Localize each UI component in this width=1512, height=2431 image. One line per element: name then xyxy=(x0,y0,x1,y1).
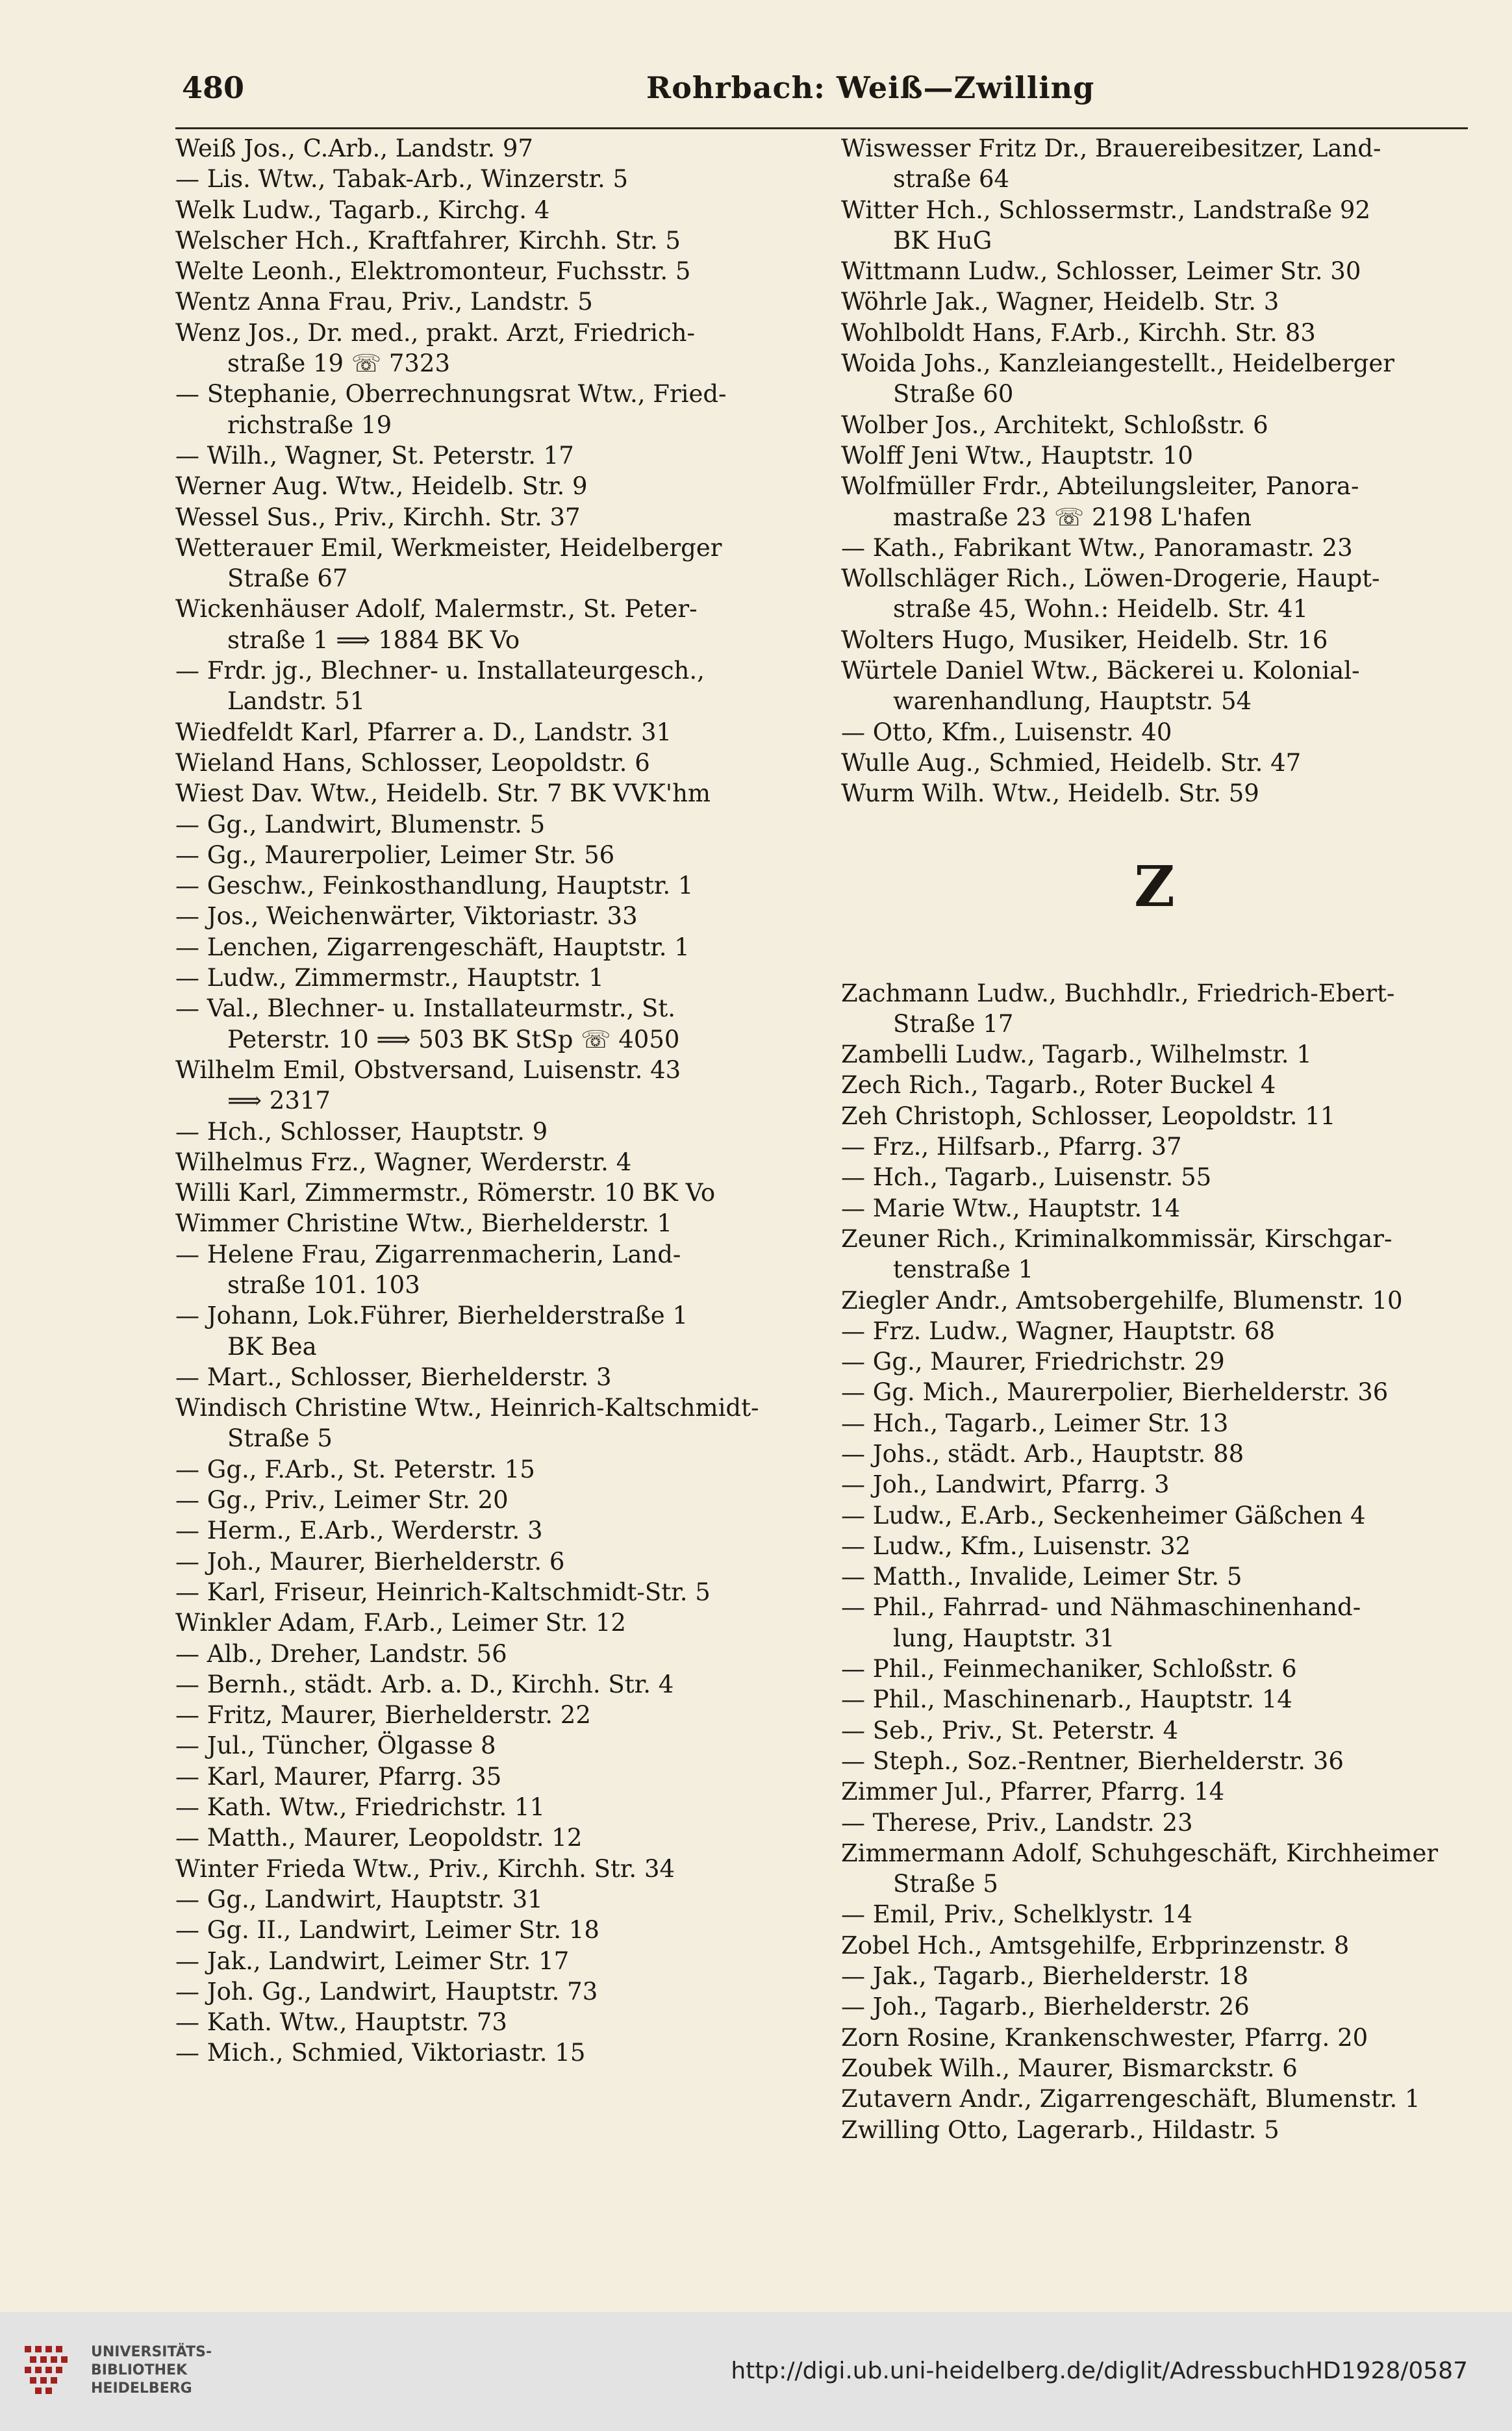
directory-entry: — Gg., Maurerpolier, Leimer Str. 56 xyxy=(175,840,615,869)
directory-entry: — Mart., Schlosser, Bierhelderstr. 3 xyxy=(175,1363,612,1391)
directory-entry-continuation: straße 64 xyxy=(893,165,1010,194)
directory-entry: Winkler Adam, F.Arb., Leimer Str. 12 xyxy=(175,1609,626,1637)
directory-entry: — Steph., Soz.-Rentner, Bierhelderstr. 36 xyxy=(841,1746,1344,1775)
directory-entry: — Gg., F.Arb., St. Peterstr. 15 xyxy=(175,1455,535,1483)
directory-entry-continuation: warenhandlung, Hauptstr. 54 xyxy=(893,687,1252,716)
section-letter: Z xyxy=(1134,853,1175,920)
directory-entry: — Mich., Schmied, Viktoriastr. 15 xyxy=(175,2039,586,2067)
directory-entry: Wieland Hans, Schlosser, Leopoldstr. 6 xyxy=(175,748,650,777)
directory-entry-continuation: richstraße 19 xyxy=(227,410,392,439)
directory-entry-continuation: Straße 60 xyxy=(893,380,1014,409)
directory-entry: Wöhrle Jak., Wagner, Heidelb. Str. 3 xyxy=(841,288,1279,316)
directory-entry: Wilhelmus Frz., Wagner, Werderstr. 4 xyxy=(175,1148,632,1176)
directory-entry: — Hch., Tagarb., Luisenstr. 55 xyxy=(841,1163,1212,1192)
directory-entry: — Jul., Tüncher, Ölgasse 8 xyxy=(175,1732,496,1760)
directory-entry-continuation: Straße 67 xyxy=(227,564,348,593)
library-name-line: HEIDELBERG xyxy=(91,2380,192,2397)
directory-entry: Wittmann Ludw., Schlosser, Leimer Str. 30 xyxy=(841,257,1361,286)
directory-entry-continuation: tenstraße 1 xyxy=(893,1255,1034,1284)
directory-entry: Wentz Anna Frau, Priv., Landstr. 5 xyxy=(175,288,593,316)
directory-entry: Zutavern Andr., Zigarrengeschäft, Blumenstr. 1 xyxy=(841,2085,1420,2113)
directory-entry: Welk Ludw., Tagarb., Kirchg. 4 xyxy=(175,195,550,224)
directory-entry: — Fritz, Maurer, Bierhelderstr. 22 xyxy=(175,1701,591,1730)
page-number: 480 xyxy=(182,70,245,105)
directory-entry: Zwilling Otto, Lagerarb., Hildastr. 5 xyxy=(841,2115,1279,2144)
left-column xyxy=(175,133,799,2069)
directory-entry: — Ludw., Zimmermstr., Hauptstr. 1 xyxy=(175,964,604,992)
directory-entry: — Hch., Tagarb., Leimer Str. 13 xyxy=(841,1409,1229,1437)
directory-entry: — Gg., Priv., Leimer Str. 20 xyxy=(175,1486,509,1515)
directory-entry: — Bernh., städt. Arb. a. D., Kirchh. Str. 4 xyxy=(175,1670,674,1698)
directory-entry: Zeh Christoph, Schlosser, Leopoldstr. 11 xyxy=(841,1102,1336,1130)
directory-entry: — Karl, Maurer, Pfarrg. 35 xyxy=(175,1762,502,1791)
directory-entry: Zeuner Rich., Kriminalkommissär, Kirschgar- xyxy=(841,1224,1392,1253)
directory-entry: Wessel Sus., Priv., Kirchh. Str. 37 xyxy=(175,503,581,531)
directory-entry: Wimmer Christine Wtw., Bierhelderstr. 1 xyxy=(175,1209,673,1238)
directory-entry: Wilhelm Emil, Obstversand, Luisenstr. 43 xyxy=(175,1055,681,1084)
directory-entry: — Gg., Maurer, Friedrichstr. 29 xyxy=(841,1348,1225,1376)
directory-entry-continuation: Straße 5 xyxy=(893,1870,998,1898)
directory-entry: Witter Hch., Schlossermstr., Landstraße 92 xyxy=(841,195,1371,224)
directory-entry: Windisch Christine Wtw., Heinrich-Kaltschmidt- xyxy=(175,1394,759,1422)
directory-entry: — Phil., Feinmechaniker, Schloßstr. 6 xyxy=(841,1655,1297,1683)
directory-entry-continuation: straße 1 ⟹ 1884 BK Vo xyxy=(227,625,520,654)
directory-entry-continuation: ⟹ 2317 xyxy=(227,1087,331,1115)
directory-entry: — Marie Wtw., Hauptstr. 14 xyxy=(841,1194,1181,1222)
directory-entry: — Helene Frau, Zigarrenmacherin, Land- xyxy=(175,1240,681,1268)
directory-entry: Weiß Jos., C.Arb., Landstr. 97 xyxy=(175,134,533,162)
directory-entry: — Ludw., E.Arb., Seckenheimer Gäßchen 4 xyxy=(841,1501,1366,1530)
directory-entry: Zorn Rosine, Krankenschwester, Pfarrg. 20 xyxy=(841,2023,1368,2052)
directory-entry: — Karl, Friseur, Heinrich-Kaltschmidt-Str. 5 xyxy=(175,1578,711,1606)
directory-entry: Wiswesser Fritz Dr., Brauereibesitzer, Land- xyxy=(841,134,1381,162)
right-column xyxy=(841,133,1468,2145)
source-url[interactable]: http://digi.ub.uni-heidelberg.de/diglit/AdressbuchHD1928/0587 xyxy=(731,2358,1468,2384)
directory-entry: Welte Leonh., Elektromonteur, Fuchsstr. 5 xyxy=(175,257,691,286)
footer-bar xyxy=(0,2312,1512,2431)
directory-entry-continuation: mastraße 23 ☏ 2198 L'hafen xyxy=(893,503,1252,531)
directory-entry: — Matth., Invalide, Leimer Str. 5 xyxy=(841,1563,1242,1591)
directory-entry: Zambelli Ludw., Tagarb., Wilhelmstr. 1 xyxy=(841,1040,1312,1069)
directory-entry-continuation: Landstr. 51 xyxy=(227,687,366,716)
university-library-logo-icon xyxy=(21,2341,79,2399)
directory-entry: Wickenhäuser Adolf, Malermstr., St. Peter- xyxy=(175,595,698,623)
directory-entry: Würtele Daniel Wtw., Bäckerei u. Kolonial- xyxy=(841,657,1360,685)
directory-entry: Willi Karl, Zimmermstr., Römerstr. 10 BK Vo xyxy=(175,1179,716,1207)
directory-entry: — Gg., Landwirt, Blumenstr. 5 xyxy=(175,810,546,838)
directory-entry: Wurm Wilh. Wtw., Heidelb. Str. 59 xyxy=(841,779,1259,808)
directory-entry: — Geschw., Feinkosthandlung, Hauptstr. 1 xyxy=(175,872,694,900)
directory-entry-continuation: lung, Hauptstr. 31 xyxy=(893,1624,1115,1652)
directory-entry: — Jos., Weichenwärter, Viktoriastr. 33 xyxy=(175,902,638,931)
directory-entry: — Joh., Tagarb., Bierhelderstr. 26 xyxy=(841,1993,1250,2021)
directory-entry: Zoubek Wilh., Maurer, Bismarckstr. 6 xyxy=(841,2054,1298,2082)
directory-entry: — Lenchen, Zigarrengeschäft, Hauptstr. 1 xyxy=(175,933,690,961)
directory-entry: — Jak., Tagarb., Bierhelderstr. 18 xyxy=(841,1962,1249,1991)
directory-entry: — Kath. Wtw., Hauptstr. 73 xyxy=(175,2008,507,2037)
header-rule xyxy=(175,127,1468,129)
directory-entry: — Phil., Fahrrad- und Nähmaschinenhand- xyxy=(841,1593,1361,1622)
directory-entry: Ziegler Andr., Amtsobergehilfe, Blumenstr. 10 xyxy=(841,1286,1403,1315)
directory-entry: Wiest Dav. Wtw., Heidelb. Str. 7 BK VVK'hm xyxy=(175,779,711,808)
directory-entry: — Johann, Lok.Führer, Bierhelderstraße 1 xyxy=(175,1302,688,1330)
directory-entry: — Kath. Wtw., Friedrichstr. 11 xyxy=(175,1793,546,1822)
directory-entry: — Otto, Kfm., Luisenstr. 40 xyxy=(841,718,1172,746)
directory-entry-continuation: straße 45, Wohn.: Heidelb. Str. 41 xyxy=(893,595,1309,623)
directory-entry: Wohlboldt Hans, F.Arb., Kirchh. Str. 83 xyxy=(841,318,1316,347)
directory-entry: — Hch., Schlosser, Hauptstr. 9 xyxy=(175,1117,548,1146)
directory-entry: Zachmann Ludw., Buchhdlr., Friedrich-Ebert- xyxy=(841,979,1395,1007)
directory-entry: — Lis. Wtw., Tabak-Arb., Winzerstr. 5 xyxy=(175,165,629,194)
directory-entry-continuation: straße 101. 103 xyxy=(227,1270,420,1299)
directory-entry: Wolters Hugo, Musiker, Heidelb. Str. 16 xyxy=(841,625,1328,654)
directory-entry-continuation: Peterstr. 10 ⟹ 503 BK StSp ☏ 4050 xyxy=(227,1025,680,1053)
right-column-z-entries xyxy=(841,978,1468,2145)
directory-entry: Welscher Hch., Kraftfahrer, Kirchh. Str. 5 xyxy=(175,226,681,255)
page-header xyxy=(0,70,1512,122)
directory-entry: Wollschläger Rich., Löwen-Drogerie, Haupt- xyxy=(841,564,1380,593)
directory-entry: Zech Rich., Tagarb., Roter Buckel 4 xyxy=(841,1071,1276,1100)
directory-entry-continuation: BK Bea xyxy=(227,1332,317,1361)
directory-entry: — Gg. II., Landwirt, Leimer Str. 18 xyxy=(175,1916,599,1945)
directory-entry: — Joh., Landwirt, Pfarrg. 3 xyxy=(841,1470,1170,1499)
directory-entry: — Alb., Dreher, Landstr. 56 xyxy=(175,1639,507,1668)
directory-entry: — Frz., Hilfsarb., Pfarrg. 37 xyxy=(841,1133,1182,1161)
directory-entry: Wolber Jos., Architekt, Schloßstr. 6 xyxy=(841,410,1268,439)
directory-entry: — Therese, Priv., Landstr. 23 xyxy=(841,1808,1193,1837)
directory-entry: — Val., Blechner- u. Installateurmstr., St. xyxy=(175,994,675,1023)
directory-entry: — Kath., Fabrikant Wtw., Panoramastr. 23 xyxy=(841,533,1353,562)
directory-entry: Werner Aug. Wtw., Heidelb. Str. 9 xyxy=(175,472,588,501)
directory-entry: — Gg., Landwirt, Hauptstr. 31 xyxy=(175,1885,543,1913)
directory-entry: — Gg. Mich., Maurerpolier, Bierhelderstr. 36 xyxy=(841,1378,1389,1407)
directory-entry: — Emil, Priv., Schelklystr. 14 xyxy=(841,1900,1193,1929)
directory-entry: — Johs., städt. Arb., Hauptstr. 88 xyxy=(841,1439,1244,1468)
directory-entry: — Stephanie, Oberrechnungsrat Wtw., Fried- xyxy=(175,380,727,409)
directory-entry: — Frz. Ludw., Wagner, Hauptstr. 68 xyxy=(841,1316,1276,1345)
directory-entry: Wolfmüller Frdr., Abteilungsleiter, Panora- xyxy=(841,472,1359,501)
directory-entry-continuation: Straße 17 xyxy=(893,1009,1014,1038)
directory-entry-continuation: Straße 5 xyxy=(227,1424,333,1453)
directory-entry: Winter Frieda Wtw., Priv., Kirchh. Str. 34 xyxy=(175,1854,675,1883)
directory-entry: — Phil., Maschinenarb., Hauptstr. 14 xyxy=(841,1685,1292,1714)
directory-entry: Woida Johs., Kanzleiangestellt., Heidelberger xyxy=(841,349,1394,378)
directory-entry: — Frdr. jg., Blechner- u. Installateurgesch., xyxy=(175,657,705,685)
library-name-line: UNIVERSITÄTS- xyxy=(91,2344,212,2360)
directory-entry: — Ludw., Kfm., Luisenstr. 32 xyxy=(841,1531,1191,1560)
directory-entry: Zimmer Jul., Pfarrer, Pfarrg. 14 xyxy=(841,1778,1225,1806)
directory-entry: — Joh. Gg., Landwirt, Hauptstr. 73 xyxy=(175,1977,598,2006)
directory-entry: — Wilh., Wagner, St. Peterstr. 17 xyxy=(175,441,574,470)
directory-entry: — Joh., Maurer, Bierhelderstr. 6 xyxy=(175,1547,565,1576)
directory-entry: — Matth., Maurer, Leopoldstr. 12 xyxy=(175,1824,583,1852)
directory-entry: Wulle Aug., Schmied, Heidelb. Str. 47 xyxy=(841,748,1302,777)
directory-entry: Wetterauer Emil, Werkmeister, Heidelberger xyxy=(175,533,722,562)
directory-entry-continuation: BK HuG xyxy=(893,226,992,255)
directory-entry: Zimmermann Adolf, Schuhgeschäft, Kirchheimer xyxy=(841,1839,1439,1867)
directory-entry-continuation: straße 19 ☏ 7323 xyxy=(227,349,451,378)
directory-entry: — Seb., Priv., St. Peterstr. 4 xyxy=(841,1716,1179,1745)
library-name-line: BIBLIOTHEK xyxy=(91,2362,188,2378)
running-title: Rohrbach: Weiß—Zwilling xyxy=(646,70,1095,105)
directory-entry: Wiedfeldt Karl, Pfarrer a. D., Landstr. 31 xyxy=(175,718,672,746)
directory-entry: — Jak., Landwirt, Leimer Str. 17 xyxy=(175,1946,570,1975)
directory-entry: Zobel Hch., Amtsgehilfe, Erbprinzenstr. 8 xyxy=(841,1931,1350,1959)
directory-entry: Wolff Jeni Wtw., Hauptstr. 10 xyxy=(841,441,1194,470)
right-column-w-entries xyxy=(841,133,1468,809)
library-name xyxy=(91,2343,212,2398)
directory-entry: Wenz Jos., Dr. med., prakt. Arzt, Friedrich- xyxy=(175,318,696,347)
directory-entry: — Herm., E.Arb., Werderstr. 3 xyxy=(175,1517,543,1545)
